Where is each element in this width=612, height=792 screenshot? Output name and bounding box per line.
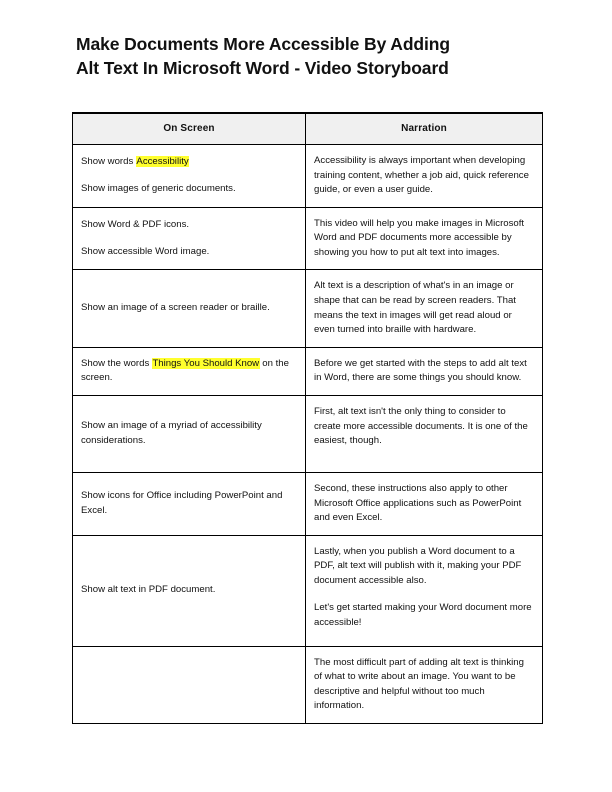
- cell-narration: [306, 347, 543, 395]
- cell-on-screen: [73, 270, 306, 347]
- table-row: [73, 472, 543, 535]
- narration-paragraph: First, alt text isn't the only thing to consider to create more accessible documents. It is one of the easiest, though.: [314, 405, 528, 447]
- page-title: [76, 33, 546, 80]
- column-header-on-screen: On Screen: [73, 113, 306, 145]
- table-header: [73, 113, 543, 145]
- cell-on-screen: [73, 207, 306, 270]
- table-body: [73, 145, 543, 724]
- on-screen-paragraph: Show accessible Word image.: [81, 246, 210, 258]
- highlighted-text: Accessibility: [136, 155, 189, 167]
- on-screen-paragraph: Show words Accessibility: [81, 155, 189, 167]
- on-screen-paragraph: Show an image of a screen reader or braille.: [81, 302, 270, 314]
- narration-paragraph: Second, these instructions also apply to other Microsoft Office applications such as PowerPoint and even Excel.: [314, 482, 522, 524]
- cell-narration: [306, 646, 543, 723]
- table-row: [73, 270, 543, 347]
- narration-paragraph: Accessibility is always important when developing training content, whether a job aid, quick reference guide, or even a user guide.: [314, 155, 529, 196]
- on-screen-paragraph: Show an image of a myriad of accessibility considerations.: [81, 420, 262, 446]
- cell-narration: [306, 270, 543, 347]
- cell-narration: [306, 145, 543, 208]
- narration-paragraph: Lastly, when you publish a Word document to a PDF, alt text will publish with it, making your PDF document accessible also.: [314, 545, 522, 586]
- cell-narration: [306, 395, 543, 472]
- table-row: [73, 646, 543, 723]
- narration-paragraph: Let's get started making your Word document more accessible!: [314, 602, 532, 628]
- on-screen-paragraph: Show images of generic documents.: [81, 183, 236, 195]
- narration-paragraph: This video will help you make images in Microsoft Word and PDF documents more accessible by showing you how to put alt text into images.: [314, 217, 525, 258]
- table-row: [73, 395, 543, 472]
- column-header-narration: Narration: [306, 113, 543, 145]
- narration-paragraph: Before we get started with the steps to add alt text in Word, there are some things you should know.: [314, 357, 527, 384]
- cell-on-screen: [73, 535, 306, 646]
- cell-on-screen: [73, 347, 306, 395]
- on-screen-paragraph: Show alt text in PDF document.: [81, 584, 216, 596]
- cell-narration: [306, 535, 543, 646]
- table-row: [73, 347, 543, 395]
- storyboard-table: [72, 112, 543, 724]
- cell-on-screen: [73, 395, 306, 472]
- page-title-line-1: Make Documents More Accessible By Adding: [76, 34, 450, 54]
- narration-paragraph: Alt text is a description of what's in an image or shape that can be read by screen readers. That means the text in images will get read aloud or even turned into braille with hardware.: [314, 280, 516, 336]
- cell-on-screen: [73, 145, 306, 208]
- cell-on-screen: [73, 472, 306, 535]
- table-row: [73, 207, 543, 270]
- on-screen-paragraph: Show icons for Office including PowerPoint and Excel.: [81, 490, 283, 516]
- cell-on-screen: [73, 646, 306, 723]
- narration-paragraph: The most difficult part of adding alt text is thinking of what to write about an image. You want to be descriptive and helpful without too much information.: [314, 656, 524, 712]
- highlighted-text: Things You Should Know: [152, 357, 260, 369]
- cell-narration: [306, 472, 543, 535]
- page-title-line-2: Alt Text In Microsoft Word - Video Storyboard: [76, 57, 449, 78]
- cell-narration: [306, 207, 543, 270]
- table-header-row: [73, 113, 543, 145]
- on-screen-paragraph: Show Word & PDF icons.: [81, 218, 190, 230]
- table-row: [73, 535, 543, 646]
- on-screen-paragraph: Show the words Things You Should Know on the screen.: [81, 357, 289, 384]
- table-row: [73, 145, 543, 208]
